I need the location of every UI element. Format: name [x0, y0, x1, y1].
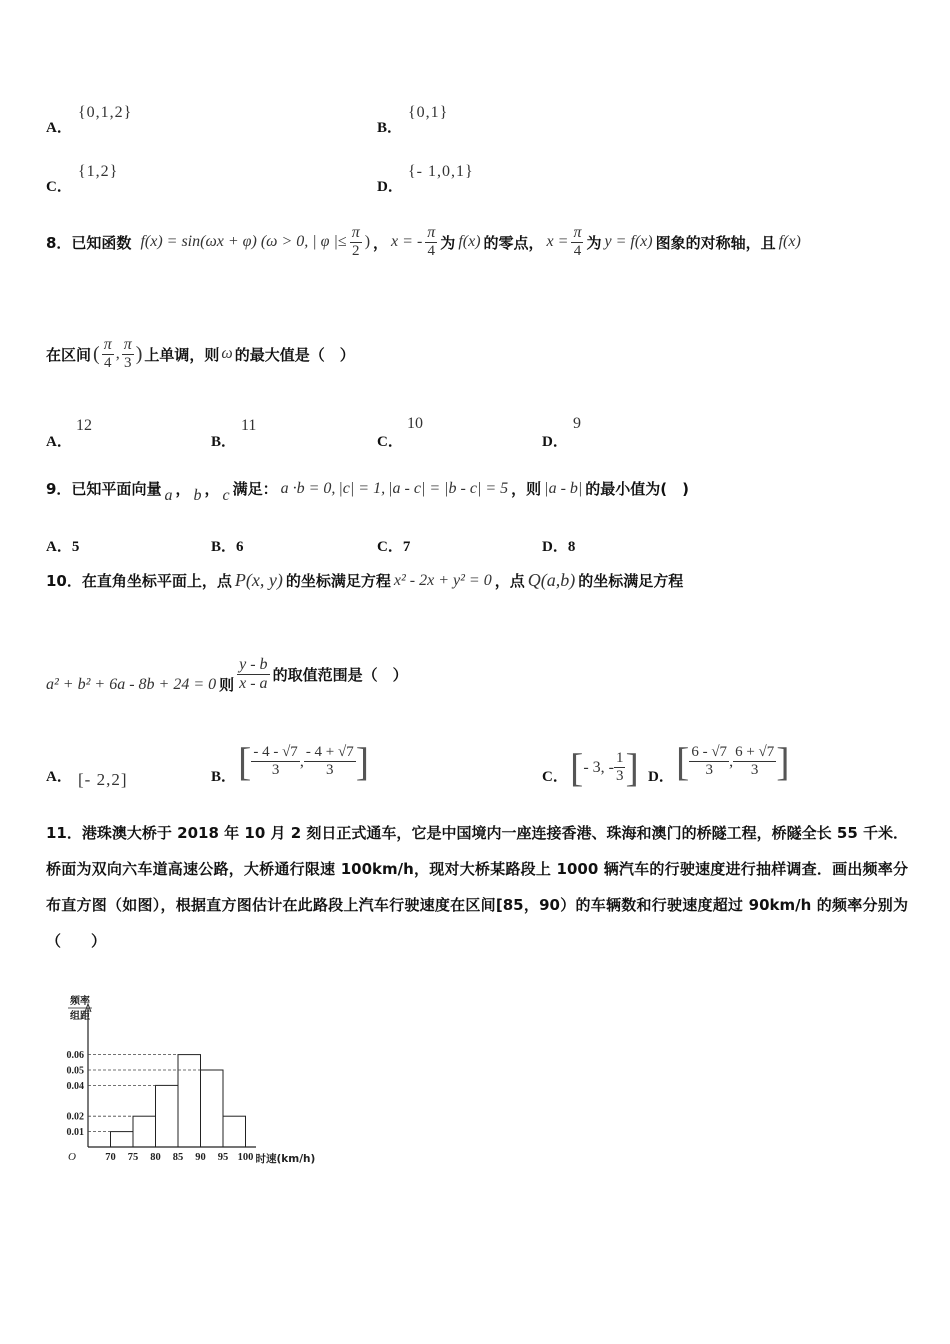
q8-option-b-label: B． — [211, 434, 237, 450]
q10-point-q: Q(a,b) — [527, 570, 576, 590]
q8-fx: f(x) — [458, 233, 481, 250]
q8-option-c-label: C． — [377, 434, 403, 450]
histogram-chart — [40, 990, 330, 1180]
q9-question: 的最小值为( ) — [585, 480, 690, 498]
q10-option-a-label: A． — [46, 769, 72, 785]
q8-stem-line2 — [46, 336, 355, 372]
q8-function: f(x) = sin(ωx + φ) (ω > 0, | φ |≤ — [140, 233, 347, 250]
q9-cond2: |a - c| = |b - c| = 5 — [388, 479, 509, 497]
q8-interval-label: 在区间 — [46, 345, 92, 364]
q10-option-b-value: [ $\frac{- 4 - √7}{3}$ , $\frac{- 4 + √7}{3}$ ] — [238, 739, 370, 784]
q9-vector-c: c — [222, 486, 230, 504]
q8-option-d-value: 9 — [573, 415, 581, 432]
q10-end1: 的坐标满足方程 — [578, 572, 684, 590]
q10-stem-line1 — [46, 570, 683, 591]
histogram-bar — [223, 1116, 246, 1147]
q10-d-left: $\frac{6 - √7}{3}$ — [691, 744, 728, 778]
q9-option-b: B．6 — [211, 539, 244, 555]
q11-stem: 11．港珠澳大桥于 2018 年 10 月 2 刻日正式通车，它是中国境内一座连接香港、珠海和澳门的桥隧工程，桥隧全长 55 千米．桥面为双向六车道高速公路，大桥通行限速 100km/h，现对大桥某路段上 1000 辆汽车的行驶速度进行抽样调查．画出频率分布直方图（如图），根据直方图估计在此路段上汽车行驶速度在区间[85，90）的车辆数和行驶速度超过 90km/h 的频率分别为（ ） — [46, 824, 908, 950]
q8-question: 的最大值是（ ） — [234, 345, 355, 364]
q8-option-a-value: 12 — [76, 417, 92, 434]
q8-int-pi4: $\frac{\pi}{4}$ — [103, 336, 112, 371]
q9-option-d: D．8 — [542, 539, 576, 555]
y-tick-label: 0.01 — [66, 1127, 84, 1139]
q8-wei1: 为 — [440, 233, 456, 252]
y-tick-label: 0.02 — [66, 1111, 84, 1123]
x-tick-label: 80 — [150, 1152, 161, 1163]
x-tick-label: 85 — [172, 1152, 184, 1163]
q10-d-right: $\frac{6 + √7}{3}$ — [735, 744, 775, 778]
q8-int-comma: , — [115, 345, 120, 362]
y-tick-label: 0.05 — [66, 1065, 84, 1077]
q9-cond1: a ·b = 0, — [280, 479, 336, 497]
q9-sep2: ， — [204, 480, 220, 498]
q10-c-frac: $\frac{1}{3}$ — [615, 750, 624, 784]
q10-option-b-label: B． — [211, 769, 237, 785]
q10-option-c-label: C． — [542, 769, 568, 785]
q8-option-d-label: D． — [542, 434, 568, 450]
q10-eq2: a² + b² + 6a - 8b + 24 = 0 — [46, 675, 217, 693]
q8-x-eq2: x = — [546, 233, 569, 250]
q10-prefix: 10．在直角坐标平面上，点 — [46, 572, 232, 590]
q8-x-eq: x = - — [391, 233, 423, 250]
q10-option-d-value: [ $\frac{6 - √7}{3}$ , $\frac{6 + √7}{3}$ ] — [676, 739, 790, 784]
q7-option-d-label: D． — [377, 179, 403, 195]
q10-slope-fraction: $\frac{y - b}{x - a}$ — [239, 656, 268, 692]
q10-comma: ，点 — [494, 572, 525, 590]
q10-stem-line2 — [46, 656, 408, 693]
q8-stem-line1 — [46, 224, 801, 260]
q9-cond-c: |c| = 1, — [338, 479, 386, 497]
q9-option-a: A．5 — [46, 539, 80, 555]
q10-c-left: - 3, - — [583, 758, 614, 776]
q8-monotone: 上单调，则 — [144, 345, 220, 364]
q10-option-a-value: [- 2,2] — [78, 770, 128, 789]
q7-option-b-value: {0,1} — [408, 104, 449, 121]
histogram-bar — [201, 1070, 224, 1147]
q10-option-c-value: [ - 3, - $\frac{1}{3}$ ] — [570, 745, 639, 790]
y-label-bottom: 组距 — [70, 1011, 90, 1022]
q7-option-c-label: C． — [46, 179, 72, 195]
q9-then: ，则 — [511, 480, 542, 498]
y-tick-label: 0.04 — [66, 1080, 84, 1092]
q10-then: 则 — [219, 676, 235, 694]
q10-point-p: P(x, y) — [234, 570, 283, 590]
q8-omega: ω — [221, 345, 233, 362]
q7-option-c-value: {1,2} — [78, 163, 119, 180]
x-tick-label: 100 — [237, 1152, 254, 1163]
q8-close: ) — [135, 342, 143, 365]
x-tick-label: 95 — [217, 1152, 229, 1163]
q8-open: ( — [93, 342, 100, 365]
q8-axis-text: 图象的对称轴，且 — [655, 233, 776, 252]
q10-eq1: x² - 2x + y² = 0 — [393, 571, 492, 589]
q8-fx2: f(x) — [778, 233, 801, 250]
q9-sep1: ， — [175, 480, 191, 498]
x-axis-label: 时速(km/h) — [255, 1153, 316, 1165]
q8-zero: 的零点， — [483, 233, 544, 252]
q8-sep: ， — [373, 233, 389, 252]
q8-prefix: 8．已知函数 — [46, 233, 132, 252]
q7-option-a-value: {0,1,2} — [78, 104, 133, 121]
q10-b-left: $\frac{- 4 - √7}{3}$ — [253, 744, 298, 778]
q8-pi-over-4b: $\frac{\pi}{4}$ — [573, 224, 582, 259]
q8-option-b-value: 11 — [241, 417, 257, 434]
q8-pi-over-4: $\frac{\pi}{4}$ — [427, 224, 436, 259]
x-tick-label: 75 — [127, 1152, 139, 1163]
q9-vector-b: b — [193, 486, 202, 504]
q9-option-c: C．7 — [377, 539, 411, 555]
x-tick-label: 70 — [105, 1152, 116, 1163]
q10-question: 的取值范围是（ ） — [272, 666, 408, 684]
q10-b-right: $\frac{- 4 + √7}{3}$ — [305, 744, 354, 778]
q9-vector-a: a — [164, 486, 173, 504]
q10-mid: 的坐标满足方程 — [285, 572, 391, 590]
q9-satisfy: 满足： — [232, 480, 278, 498]
histogram-bar — [111, 1132, 134, 1147]
q10-option-d-label: D． — [648, 769, 674, 785]
histogram-bar — [178, 1055, 201, 1147]
x-tick-label: 90 — [195, 1152, 206, 1163]
q8-wei2: 为 — [586, 233, 602, 252]
q7-option-d-value: {- 1,0,1} — [408, 163, 474, 180]
q7-option-b-label: B． — [377, 120, 403, 136]
histogram-bar — [133, 1116, 156, 1147]
histogram-bar — [156, 1085, 179, 1147]
q9-target: |a - b| — [544, 479, 583, 497]
q8-option-a-label: A． — [46, 434, 72, 450]
q9-prefix: 9．已知平面向量 — [46, 480, 162, 498]
q8-y-fx: y = f(x) — [604, 233, 653, 250]
q8-int-pi3: $\frac{\pi}{3}$ — [123, 336, 132, 371]
q7-option-a-label: A． — [46, 120, 72, 136]
y-tick-label: 0.06 — [66, 1050, 84, 1062]
y-label-top: 频率 — [70, 996, 90, 1007]
q9-stem — [46, 478, 690, 504]
origin-label: O — [68, 1151, 76, 1163]
q8-pi-over-2: $\frac{\pi}{2}$ — [351, 224, 360, 259]
q8-close-paren: ) — [364, 233, 371, 250]
q8-option-c-value: 10 — [407, 415, 423, 432]
